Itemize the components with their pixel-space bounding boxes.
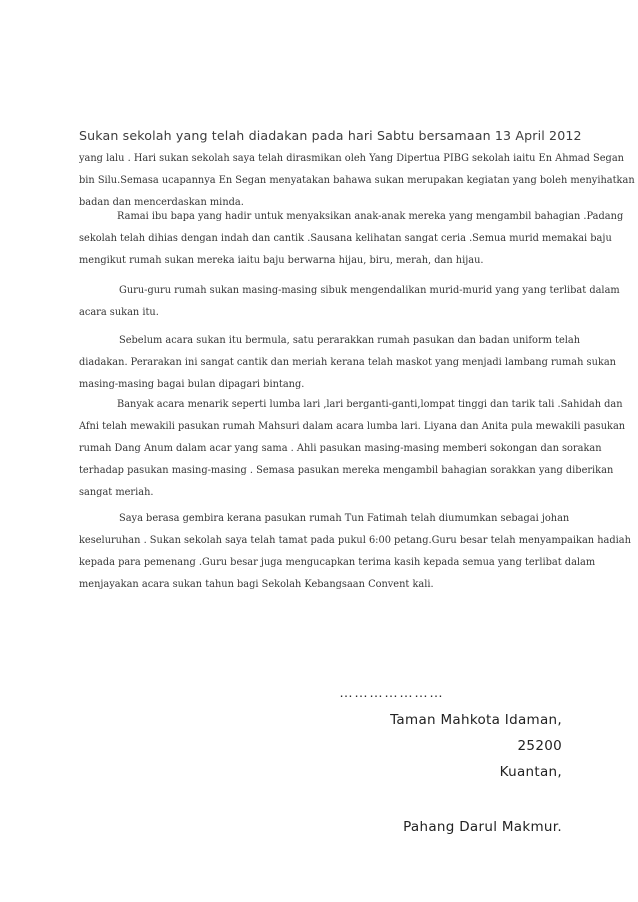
paragraph-line: menjayakan acara sukan tahun bagi Sekolah Kebangsaan Convent kali.	[79, 579, 434, 590]
paragraph-line: bin Silu.Semasa ucapannya En Segan menyatakan bahawa sukan merupakan kegiatan yang boleh menyihatkan	[79, 175, 635, 186]
paragraph-line: masing-masing bagai bulan dipagari bintang.	[79, 379, 305, 390]
paragraph-6	[79, 508, 631, 596]
paragraph-line: rumah Dang Anum dalam acar yang sama . Ahli pasukan masing-masing memberi sokongan dan sorakan	[79, 443, 602, 454]
paragraph-line: keseluruhan . Sukan sekolah saya telah tamat pada pukul 6:00 petang.Guru besar telah menyampaikan hadiah	[79, 535, 631, 546]
paragraph-3	[79, 280, 620, 324]
paragraph-line: Saya berasa gembira kerana pasukan rumah Tun Fatimah telah diumumkan sebagai johan	[119, 513, 570, 524]
document-heading: Sukan sekolah yang telah diadakan pada hari Sabtu bersamaan 13 April 2012	[79, 128, 582, 143]
paragraph-line: Banyak acara menarik seperti lumba lari ,lari berganti-ganti,lompat tinggi dan tarik tali .Sahidah dan	[117, 399, 623, 410]
paragraph-line: kepada para pemenang .Guru besar juga mengucapkan terima kasih kepada semua yang terlibat dalam	[79, 557, 596, 568]
address-line-4: Pahang Darul Makmur.	[403, 819, 562, 835]
paragraph-line: sekolah telah dihias dengan indah dan cantik .Sausana kelihatan sangat ceria .Semua murid memakai baju	[79, 233, 612, 244]
signature-dots: …………………	[339, 684, 444, 700]
paragraph-4	[79, 330, 616, 396]
address-line-2: 25200	[517, 738, 562, 754]
paragraph-line: yang lalu . Hari sukan sekolah saya telah dirasmikan oleh Yang Dipertua PIBG sekolah iaitu En Ahmad Segan	[79, 153, 624, 164]
paragraph-line: acara sukan itu.	[79, 307, 159, 318]
paragraph-line: Afni telah mewakili pasukan rumah Mahsuri dalam acara lumba lari. Liyana dan Anita pula mewakili pasukan	[79, 421, 626, 432]
paragraph-line: Sebelum acara sukan itu bermula, satu perarakkan rumah pasukan dan badan uniform telah	[119, 335, 581, 346]
paragraph-line: Ramai ibu bapa yang hadir untuk menyaksikan anak-anak mereka yang mengambil bahagian .Padang	[117, 211, 624, 222]
paragraph-line: mengikut rumah sukan mereka iaitu baju berwarna hijau, biru, merah, dan hijau.	[79, 255, 484, 266]
paragraph-1	[79, 148, 635, 214]
paragraph-2	[79, 206, 624, 272]
paragraph-line: badan dan mencerdaskan minda.	[79, 197, 244, 208]
paragraph-5	[79, 394, 626, 504]
paragraph-line: diadakan. Perarakan ini sangat cantik dan meriah kerana telah maskot yang menjadi lambang rumah sukan	[79, 357, 616, 368]
address-line-1: Taman Mahkota Idaman,	[390, 712, 562, 728]
paragraph-line: Guru-guru rumah sukan masing-masing sibuk mengendalikan murid-murid yang yang terlibat dalam	[119, 285, 620, 296]
address-line-3: Kuantan,	[499, 764, 562, 780]
paragraph-line: terhadap pasukan masing-masing . Semasa pasukan mereka mengambil bahagian sorakkan yang diberikan	[79, 465, 614, 476]
paragraph-line: sangat meriah.	[79, 487, 154, 498]
